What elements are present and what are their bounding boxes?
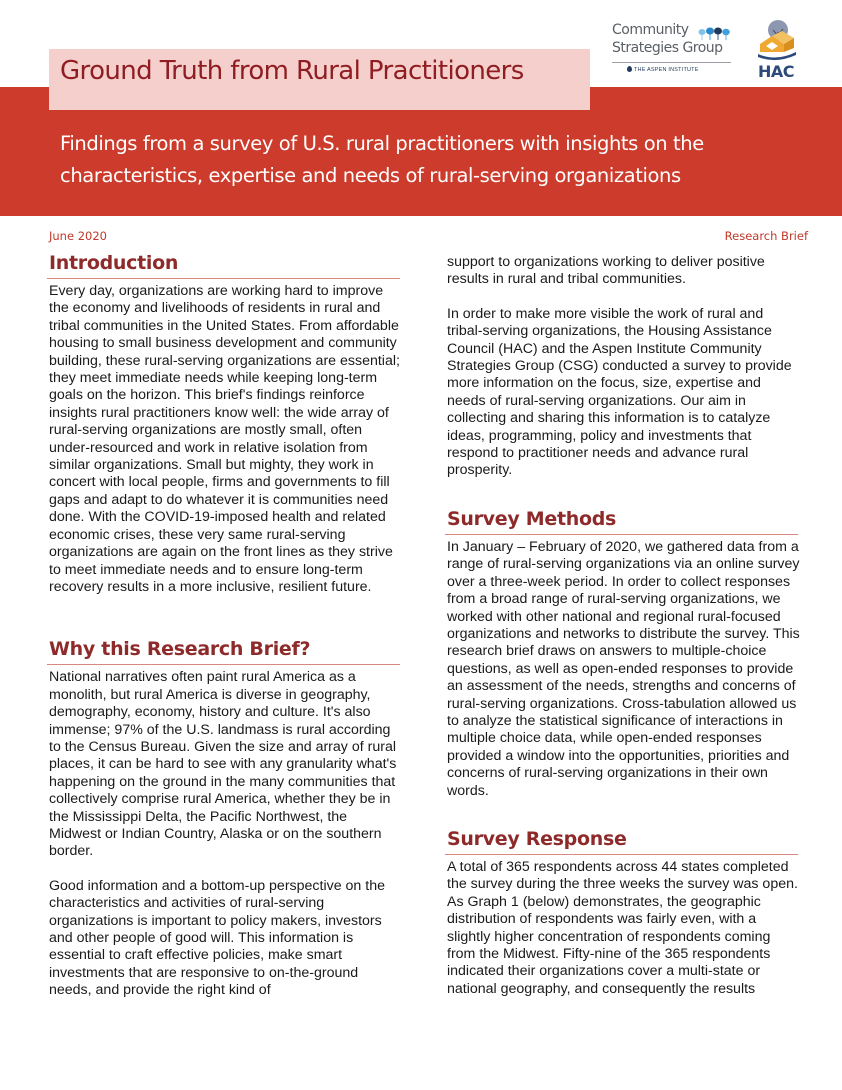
section-heading-response: Survey Response — [445, 826, 798, 855]
section-heading-why: Why this Research Brief? — [47, 636, 400, 665]
csg-logo-divider — [612, 62, 731, 63]
page-subtitle: Findings from a survey of U.S. rural practitioners with insights on the characteristics, expertise and needs of rural-serving organizations — [60, 132, 704, 187]
why-paragraph-2-continued: support to organizations working to deliver positive results in rural and tribal communities. — [447, 254, 765, 288]
why-paragraph-2: Good information and a bottom-up perspective on the characteristics and activities of rural-serving organizations is important to policy makers, investors and other people of good will. This information is essential to craft effective policies, make smart investments that are responsive to on-the-ground needs, and provide the right kind of — [49, 877, 385, 999]
aspen-leaf-icon — [627, 66, 632, 72]
hac-logo-text: HAC — [758, 62, 795, 81]
document-type: Research Brief — [724, 229, 808, 243]
right-column — [445, 254, 801, 998]
house-tree-icon — [754, 18, 800, 64]
csg-logo-line1: Community — [612, 22, 689, 38]
section-heading-introduction: Introduction — [47, 250, 400, 279]
csg-logo-line2: Strategies Group — [612, 40, 723, 56]
left-column — [47, 250, 403, 1000]
why-paragraph-3: In order to make more visible the work of rural and tribal-serving organizations, the Housing Assistance Council (HAC) and the Aspen Institute Community Strategies Group (CSG) conducted a survey to provide more information on the focus, size, expertise and needs of rural-serving organizations. Our aim in collecting and sharing this information is to catalyze ideas, programming, policy and investments that respond to practitioner needs and advance rural prosperity. — [447, 305, 792, 479]
why-paragraph-1: National narratives often paint rural America as a monolith, but rural America is diverse in geography, demography, economy, history and culture. It's also immense; 97% of the U.S. landmass is rural according to the Census Bureau. Given the size and array of rural places, it can be hard to see with any granularity what's happening on the ground in the many communities that collectively comprise rural America, whether they be in the Mississippi Delta, the Pacific Northwest, the Midwest or Indian Country, Alaska or on the southern border. — [49, 669, 397, 860]
response-paragraph: A total of 365 respondents across 44 states completed the survey during the three weeks the survey was open. As Graph 1 (below) demonstrates, the geographic distribution of respondents was fairly even, with a slightly higher concentration of respondents coming from the Midwest. Fifty-nine of the 365 respondents indicated their organizations cover a multi-state or national geography, and consequently the results — [447, 858, 798, 997]
methods-paragraph: In January – February of 2020, we gathered data from a range of rural-serving organizations via an online survey over a three-week period. In order to collect responses from a broad range of rural-serving organizations, we worked with other national and regional rural-focused organizations and networks to distribute the survey. This research brief draws on answers to multiple-choice questions, as well as open-ended responses to provide an assessment of the needs, strengths and concerns of rural-serving organizations. Cross-tabulation allowed us to analyze the statistical significance of interactions in multiple choice data, while open-ended responses provided a window into the opportunities, priorities and concerns of rural-serving organizations in their own words. — [447, 538, 800, 799]
introduction-paragraph: Every day, organizations are working hard to improve the economy and livelihoods of residents in rural and tribal communities in the United States. From affordable housing to small business development and community building, these rural-serving organizations are essential; they meet immediate needs while keeping long-term goals on the horizon. This brief's findings reinforce insights rural practitioners know well: the wide array of rural-serving organizations are mostly small, often under-resourced and work in relative isolation from similar organizations. Small but mighty, they work in concert with local people, firms and governments to fill gaps and adapt to do whatever it is communities need done. With the COVID-19-imposed health and related economic crises, these very same rural-serving organizations are again on the front lines as they strive to meet immediate needs and to ensure long-term recovery results in a more inclusive, resilient future. — [49, 283, 400, 595]
publication-date: June 2020 — [49, 229, 107, 243]
csg-logo — [610, 22, 735, 80]
section-heading-methods: Survey Methods — [445, 506, 798, 535]
csg-logo-tagline: THE ASPEN INSTITUTE — [634, 67, 699, 73]
hac-logo — [752, 18, 807, 84]
page-title: Ground Truth from Rural Practitioners — [60, 56, 524, 86]
